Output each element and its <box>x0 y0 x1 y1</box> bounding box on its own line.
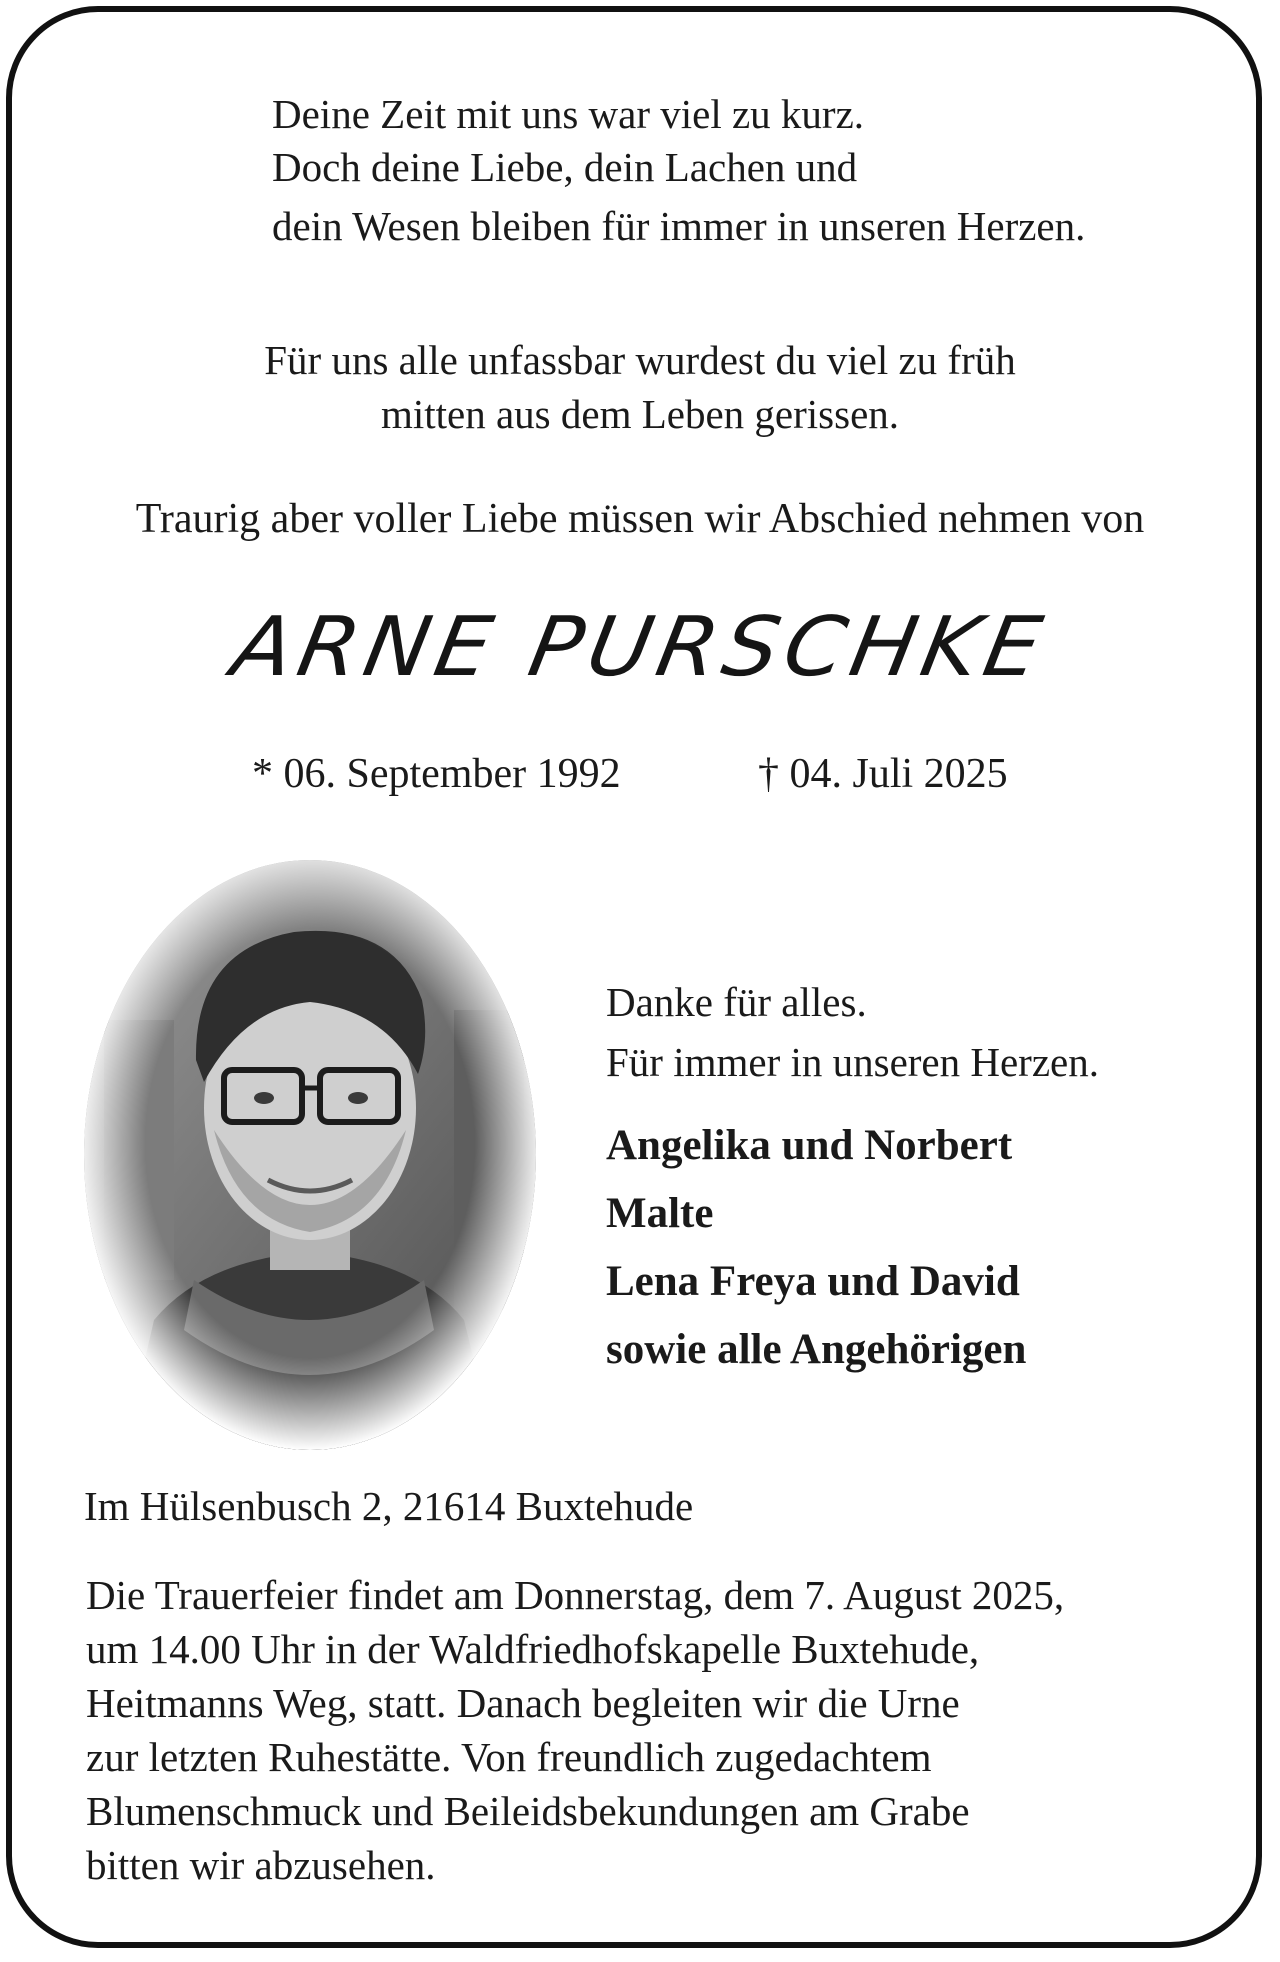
funeral-line-4: zur letzten Ruhestätte. Von freundlich zugedachtem <box>86 1734 932 1780</box>
address-line: Im Hülsenbusch 2, 21614 Buxtehude <box>84 1483 694 1529</box>
poem-line-3: dein Wesen bleiben für immer in unseren Herzen. <box>272 203 1086 249</box>
funeral-line-2: um 14.00 Uhr in der Waldfriedhofskapelle Buxtehude, <box>86 1626 980 1672</box>
mourner-line-3: Lena Freya und David <box>606 1258 1020 1305</box>
mourner-line-2: Malte <box>606 1190 714 1237</box>
portrait-photo <box>84 860 536 1450</box>
funeral-line-5: Blumenschmuck und Beileidsbekundungen am Grabe <box>86 1788 970 1834</box>
funeral-line-3: Heitmanns Weg, statt. Danach begleiten wir die Urne <box>86 1680 960 1726</box>
death-date: † 04. Juli 2025 <box>758 751 1008 797</box>
funeral-line-1: Die Trauerfeier findet am Donnerstag, dem 7. August 2025, <box>86 1572 1065 1618</box>
birth-date: * 06. September 1992 <box>252 751 621 797</box>
funeral-line-6: bitten wir abzusehen. <box>86 1842 436 1888</box>
deceased-name: ARNE PURSCHKE <box>225 600 1055 695</box>
poem-line-2: Doch deine Liebe, dein Lachen und <box>272 144 858 190</box>
thanks-line-1: Danke für alles. <box>606 979 867 1025</box>
mourner-line-4: sowie alle Angehörigen <box>606 1326 1027 1373</box>
thanks-line-2: Für immer in unseren Herzen. <box>606 1039 1099 1085</box>
mourner-line-1: Angelika und Norbert <box>606 1122 1013 1169</box>
intro-line-1: Für uns alle unfassbar wurdest du viel zu früh <box>264 337 1016 383</box>
farewell-line: Traurig aber voller Liebe müssen wir Abschied nehmen von <box>135 496 1145 542</box>
intro-line-2: mitten aus dem Leben gerissen. <box>380 391 900 437</box>
poem-line-1: Deine Zeit mit uns war viel zu kurz. <box>272 91 865 137</box>
